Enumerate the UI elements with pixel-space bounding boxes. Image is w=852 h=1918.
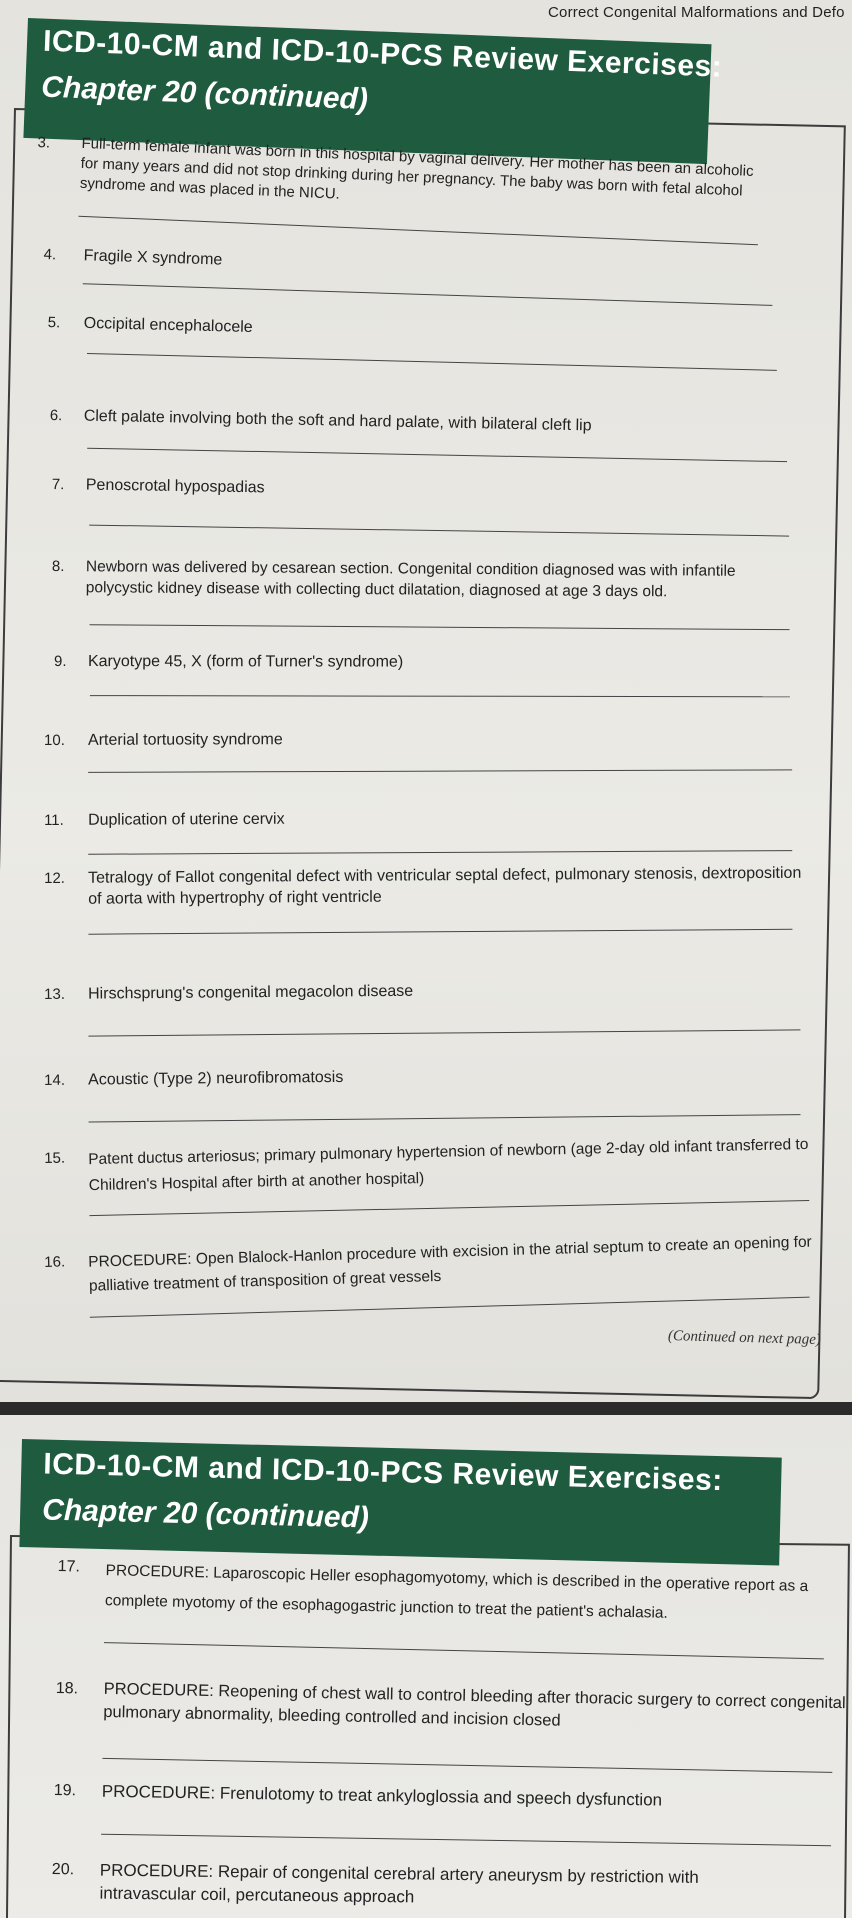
item-number: 9. [53,653,67,671]
item-text: Occipital encephalocele [83,314,253,337]
header-subtitle: Chapter 20 (continued) [41,1493,370,1535]
item-number: 14. [44,1071,66,1089]
item-number: 5. [47,313,61,332]
item-text: Duplication of uterine cervix [88,810,285,829]
item-text: PROCEDURE: Frenulotomy to treat ankyloglossia and speech dysfunction [101,1781,663,1810]
item-text: Newborn was delivered by cesarean section. Congenital condition diagnosed was with infantile polycystic kidney disease with collecting duct dilatation, diagnosed at age 3 days old. [85,558,736,601]
item-number: 4. [43,245,57,264]
item-number: 19. [53,1781,77,1800]
header-title: ICD-10-CM and ICD-10-PCS Review Exercises: [42,24,723,84]
header-subtitle: Chapter 20 (continued) [40,70,369,117]
item-number: 12. [44,869,65,887]
item-text: Cleft palate involving both the soft and hard palate, with bilateral cleft lip [83,407,592,435]
item-text: Full-term female infant was born in this hospital by vaginal delivery. Her mother has been an alcoholic for many years and did not stop drinking during her pregnancy. The baby was born with fetal alcohol syndrome and was placed in the NICU. [79,134,754,203]
item-number: 8. [51,557,65,576]
item-number: 7. [51,475,65,494]
item-text: Patent ductus arteriosus; primary pulmonary hypertension of newborn (age 2-day old infant transferred to Children's Hospital after birth at another hospital) [88,1135,809,1195]
item-number: 20. [51,1860,75,1879]
item-text: Fragile X syndrome [83,247,223,269]
item-number: 18. [55,1679,79,1698]
item-number: 13. [44,985,66,1003]
continued-note: (Continued on next page) [667,1328,822,1348]
item-text: Arterial tortuosity syndrome [88,731,283,749]
item-text: PROCEDURE: Laparoscopic Heller esophagomyotomy, which is described in the operative report as a complete myotomy of the esophagogastric junction to treat the patient's achalasia. [104,1562,809,1622]
item-text: Tetralogy of Fallot congenital defect with ventricular septal defect, pulmonary stenosis, dextroposition of aorta with hypertrophy of right ventricle [88,864,802,908]
item-text: Karyotype 45, X (form of Turner's syndrome) [87,653,404,671]
chapter-header [19,1439,781,1566]
item-text: PROCEDURE: Reopening of chest wall to control bleeding after thoracic surgery to correct congenital pulmonary abnormality, bleeding controlled and incision closed [103,1679,846,1730]
item-text: PROCEDURE: Repair of congenital cerebral artery aneurysm by restriction with intravascular coil, percutaneous approach [99,1860,699,1907]
header-title: ICD-10-CM and ICD-10-PCS Review Exercises: [42,1447,724,1498]
item-number: 6. [49,406,63,425]
item-text: Acoustic (Type 2) neurofibromatosis [88,1068,344,1089]
item-number: 17. [57,1557,81,1576]
item-number: 10. [44,731,65,749]
item-number: 16. [44,1253,66,1271]
item-text: Penoscrotal hypospadias [85,476,265,497]
item-number: 3. [37,133,51,152]
item-text: PROCEDURE: Open Blalock-Hanlon procedure with excision in the atrial septum to create an opening for palliative treatment of transposition of great vessels [88,1233,812,1295]
item-number: 15. [44,1149,66,1167]
running-head: Correct Congenital Malformations and Defo [548,4,845,21]
exercise-box [0,108,846,1399]
textbook-page-bottom [0,1415,852,1918]
item-number: 11. [44,811,64,829]
item-text: Hirschsprung's congenital megacolon disease [88,982,414,1003]
